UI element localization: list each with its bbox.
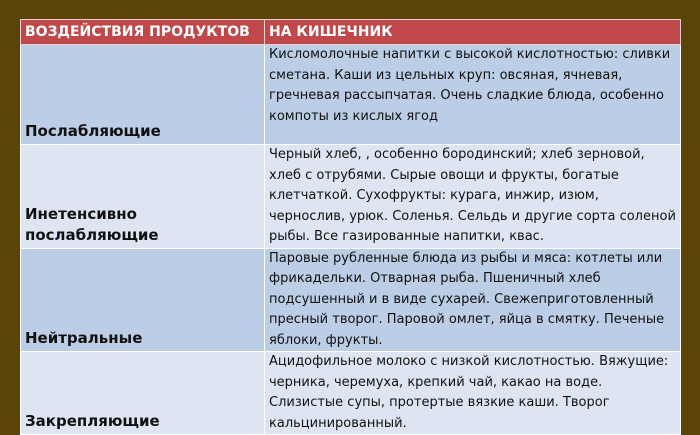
table-row [21,145,681,249]
description-cell: Ацидофильное молоко с низкой кислотностью. Вяжущие: черника, черемуха, крепкий чай, какао на воде. Слизистые супы, протертые вязкие каши. Творог кальцинированный. [265,352,681,435]
description-cell: Кисломолочные напитки с высокой кислотностью: сливки сметана. Каши из цельных круп: овсяная, ячневая, гречневая рассыпчатая. Очень сладкие блюда, особенно компоты из кислых ягод [265,45,681,145]
description-cell: Черный хлеб, , особенно бородинский; хлеб зерновой, хлеб с отрубями. Сырые овощи и фрукты, богатые клетчаткой. Сухофрукты: курага, инжир, изюм, чернослив, урюк. Соленья. Сельдь и другие сорта соленой рыбы. Все газированные напитки, квас. [265,145,681,249]
table-row [21,352,681,435]
header-intestine: НА КИШЕЧНИК [265,20,681,45]
table-frame [20,19,680,431]
category-cell: Закрепляющие [21,352,265,435]
table-row [21,45,681,145]
category-cell: Нейтральные [21,248,265,352]
category-cell: Послабляющие [21,45,265,145]
food-effects-table [20,19,681,435]
category-cell: Инетенсивно послабляющие [21,145,265,249]
description-cell: Паровые рубленные блюда из рыбы и мяса: котлеты или фрикадельки. Отварная рыба. Пшеничный хлеб подсушенный и в виде сухарей. Свежеприготовленный пресный творог. Паровой омлет, яйца в смятку. Печеные яблоки, фрукты. [265,248,681,352]
table-header-row [21,20,681,45]
table-row [21,248,681,352]
header-effects: ВОЗДЕЙСТВИЯ ПРОДУКТОВ [21,20,265,45]
